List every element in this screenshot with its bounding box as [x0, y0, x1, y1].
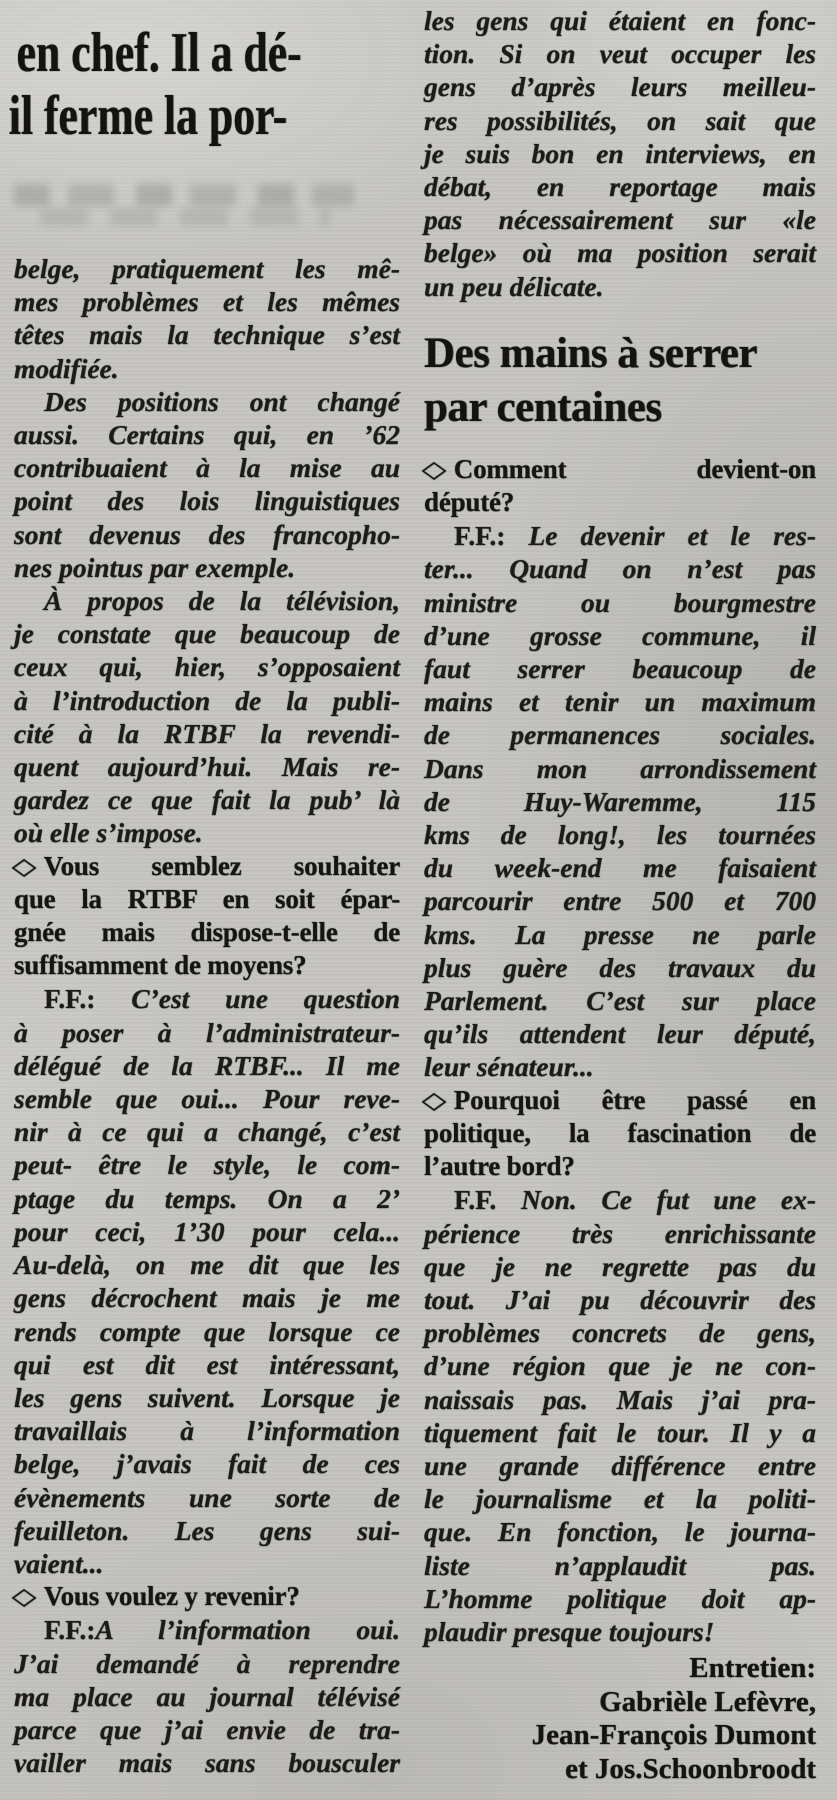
body-text-line: L’homme politique doit ap- — [424, 1582, 816, 1614]
body-text-line: modifiée. — [14, 352, 119, 384]
body-text-line: quent aujourd’hui. Mais re- — [14, 751, 400, 783]
body-text-line: gardez ce que fait la pub’ là — [14, 784, 400, 816]
byline-line: Entretien: — [689, 1652, 816, 1685]
body-text-line: que je ne regrette pas du — [424, 1250, 816, 1282]
body-text-line: naissais pas. Mais j’ai pra- — [424, 1383, 816, 1415]
diamond-bullet-icon: ◇ — [11, 1583, 37, 1610]
body-text-line: débat, en reportage mais — [424, 171, 816, 203]
body-text-line: périence très enrichissante — [424, 1217, 816, 1249]
body-text-line: kms. La presse ne parle — [424, 918, 816, 950]
body-text-line: mes problèmes et les mêmes — [14, 286, 400, 318]
speaker-initials: F.F. — [454, 1184, 521, 1216]
body-text-line: cité à la RTBF la revendi- — [14, 717, 400, 749]
ghost-bleedthrough-band — [40, 208, 330, 226]
article-column-right — [421, 4, 816, 1786]
speaker-initials: F.F.: — [44, 983, 132, 1015]
body-text-line: rends compte que lorsque ce — [14, 1315, 400, 1347]
body-text-line: belge» où ma position serait — [424, 237, 816, 269]
ghost-bleedthrough-band — [14, 184, 354, 206]
speaker-initials: F.F.: — [44, 1614, 96, 1646]
body-text-line: pas nécessairement sur «le — [424, 204, 816, 236]
body-text-line: à l’introduction de la publi- — [14, 684, 400, 716]
body-text-line: F.F. Non. Ce fut une ex- — [454, 1184, 816, 1216]
body-text-line: je suis bon en interviews, en — [424, 137, 816, 169]
body-text-line: ceux qui, hier, s’opposaient — [14, 651, 400, 683]
body-text-line: ministre ou bourgmestre — [424, 586, 816, 618]
body-text-line: vailler mais sans bousculer — [14, 1747, 400, 1779]
body-text-line: parcourir entre 500 et 700 — [424, 885, 816, 917]
body-text-line: ptage du temps. On a 2’ — [14, 1182, 400, 1214]
body-text-line: que. En fonction, le journa- — [424, 1516, 816, 1548]
diamond-bullet-icon: ◇ — [421, 1087, 447, 1114]
question-line: député? — [424, 487, 515, 518]
question-line: ◇ Vous voulez y revenir? — [11, 1581, 300, 1612]
question-line: suffisamment de moyens? — [14, 950, 307, 981]
diamond-bullet-icon: ◇ — [421, 456, 447, 483]
body-text-line: tion. Si on veut occuper les — [424, 38, 816, 70]
body-text-line: Au-delà, on me dit que les — [14, 1249, 400, 1281]
body-text-line: res possibilités, on sait que — [424, 104, 816, 136]
body-text-line: sont devenus des francopho- — [14, 518, 400, 550]
body-text-line: qu’ils attendent leur député, — [424, 1018, 816, 1050]
body-text-line: du week-end me faisaient — [424, 852, 816, 884]
body-text-line: le journalisme et la politi- — [424, 1483, 816, 1515]
body-text-line: tiquement fait le tour. Il y a — [424, 1416, 816, 1448]
body-text-line: de permanences sociales. — [424, 719, 816, 751]
body-text-line: plus guère des travaux du — [424, 951, 816, 983]
body-text-line: évènements une sorte de — [14, 1481, 400, 1513]
body-text-line: mains et tenir un maximum — [424, 686, 816, 718]
body-text-line: Parlement. C’est sur place — [424, 985, 816, 1017]
body-text-line: F.F.:A l’information oui. — [44, 1614, 400, 1646]
section-heading-line: Des mains à serrer — [424, 329, 757, 377]
byline-line: Jean-François Dumont — [531, 1719, 816, 1752]
body-text-line: d’une grosse commune, il — [424, 619, 816, 651]
body-text-line: belge, pratiquement les mê- — [14, 253, 400, 284]
body-text-line: leur sénateur... — [424, 1051, 594, 1083]
body-text-line: à poser à l’administrateur- — [14, 1016, 400, 1048]
headline-line: il ferme la por- — [8, 85, 288, 147]
body-text-line: nir à ce qui a changé, c’est — [14, 1116, 400, 1148]
body-text-line: kms de long!, les tournées — [424, 819, 816, 851]
headline-line: en chef. Il a dé- — [16, 22, 302, 84]
body-text-line: tout. J’ai pu découvrir des — [424, 1283, 816, 1315]
body-text-line: gens d’après leurs meilleu- — [424, 71, 816, 103]
body-text-line: nes pointus par exemple. — [14, 551, 296, 583]
body-text-line: de Huy-Waremme, 115 — [424, 785, 816, 817]
body-text-line: je constate que beaucoup de — [14, 618, 400, 650]
body-text-line: têtes mais la technique s’est — [14, 319, 400, 351]
body-text-line: Dans mon arrondissement — [424, 752, 816, 784]
body-text-line: peut- être le style, le com- — [14, 1149, 400, 1181]
body-text-line: F.F.: Le devenir et le res- — [454, 520, 816, 552]
body-text-line: les gens suivent. Lorsque je — [14, 1381, 400, 1413]
body-text-line: vaient... — [14, 1547, 104, 1579]
body-text-line: problèmes concrets de gens, — [424, 1317, 816, 1349]
question-line: ◇ Pourquoi être passé en — [421, 1084, 816, 1115]
question-line: l’autre bord? — [424, 1151, 575, 1182]
section-heading-line: par centaines — [424, 383, 662, 431]
article-column-left — [11, 252, 400, 1779]
byline-line: et Jos.Schoonbroodt — [565, 1752, 816, 1785]
body-text-line: les gens qui étaient en fonc- — [424, 5, 816, 36]
body-text-line: parce que j’ai envie de tra- — [14, 1713, 400, 1745]
byline-line: Gabrièle Lefèvre, — [599, 1685, 816, 1718]
body-text-line: gens décrochent mais je me — [14, 1282, 400, 1314]
body-text-line: À propos de la télévision, — [44, 585, 400, 617]
body-text-line: travaillais à l’information — [14, 1415, 400, 1447]
body-text-line: un peu délicate. — [424, 270, 604, 302]
body-text-line: faut serrer beaucoup de — [424, 653, 816, 685]
body-text-line: F.F.: C’est une question — [44, 983, 400, 1015]
diamond-bullet-icon: ◇ — [11, 853, 37, 880]
question-line: ◇ Comment devient-on — [421, 453, 816, 484]
body-text-line: contribuaient à la mise au — [14, 452, 400, 484]
question-line: que la RTBF en soit épar- — [14, 883, 400, 914]
body-text-line: où elle s’impose. — [14, 817, 203, 849]
body-text-line: plaudir presque toujours! — [424, 1615, 715, 1647]
body-text-line: une grande différence entre — [424, 1449, 816, 1481]
question-line: politique, la fascination de — [424, 1117, 816, 1148]
body-text-line: point des lois linguistiques — [14, 485, 400, 517]
body-text-line: pour ceci, 1’30 pour cela... — [14, 1215, 400, 1247]
body-text-line: ma place au journal télévisé — [14, 1680, 400, 1712]
body-text-line: liste n’applaudit pas. — [424, 1549, 816, 1581]
body-text-line: belge, j’avais fait de ces — [14, 1448, 400, 1480]
body-text-line: Des positions ont changé — [44, 385, 400, 417]
body-text-line: aussi. Certains qui, en ’62 — [14, 419, 400, 451]
body-text-line: feuilleton. Les gens sui- — [14, 1514, 400, 1546]
body-text-line: ter... Quand on n’est pas — [424, 553, 816, 585]
question-line: gnée mais dispose-t-elle de — [14, 917, 400, 948]
question-line: ◇ Vous semblez souhaiter — [11, 850, 400, 881]
body-text-line: semble que oui... Pour reve- — [14, 1083, 400, 1115]
body-text-line: qui est dit est intéressant, — [14, 1348, 400, 1380]
body-text-line: d’une région que je ne con- — [424, 1350, 816, 1382]
speaker-initials: F.F.: — [454, 520, 529, 552]
body-text-line: délégué de la RTBF... Il me — [14, 1049, 400, 1081]
body-text-line: J’ai demandé à reprendre — [14, 1647, 400, 1679]
